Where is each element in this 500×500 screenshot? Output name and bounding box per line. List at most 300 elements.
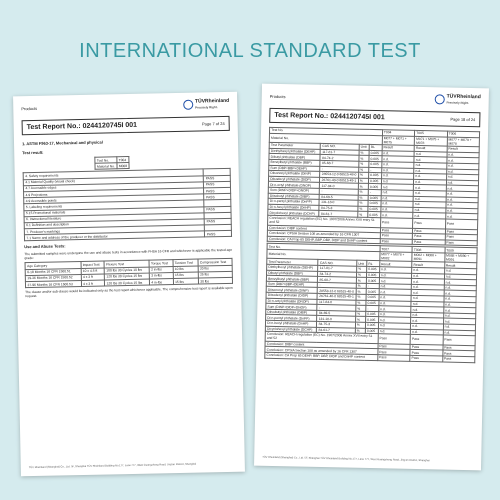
- table-cell: 19-36 Months 16 CFR 1500.52: [25, 274, 81, 281]
- table-cell: n.d.: [443, 313, 476, 319]
- table-cell: n.d.: [381, 195, 414, 201]
- table-cell: 84-74-2: [318, 271, 356, 277]
- table-cell: n.d.: [380, 212, 413, 218]
- table-cell: Pass: [413, 218, 446, 228]
- table-cell: 0.005: [365, 317, 378, 323]
- table-cell: M077 + M079 + M078: [447, 137, 480, 147]
- table-cell: Di-n-hexyl phthalate (DnHP): [268, 204, 320, 211]
- table-cell: Pass: [380, 233, 413, 239]
- table-cell: Dicyclohexyl phthalate (DCHP): [265, 326, 317, 333]
- table-cell: %: [355, 317, 365, 323]
- table-cell: Di-n-hexyl phthalate (DnHP): [265, 320, 317, 327]
- table-cell: n.d.: [410, 323, 443, 329]
- right-report-page: [254, 84, 489, 471]
- material-table: [94, 156, 129, 170]
- table-cell: %: [355, 311, 365, 317]
- table-cell: n.d.: [381, 184, 414, 190]
- table-cell: n.d.: [413, 201, 446, 207]
- table-cell: PASS: [205, 218, 232, 225]
- table-cell: n.d.: [381, 190, 414, 196]
- table-cell: 84-69-5: [320, 194, 358, 200]
- table-cell: 0.005: [369, 161, 382, 167]
- table-cell: Di-n-octyl phthalate (DNOP): [268, 182, 320, 189]
- page-number: Page 18 of 24: [450, 116, 476, 123]
- table-cell: n.d.: [443, 330, 476, 336]
- table-cell: M008: [117, 163, 129, 169]
- table-cell: n.d.: [446, 185, 479, 191]
- table-cell: %: [359, 161, 369, 167]
- table-cell: Conclusion: DIBP content: [267, 225, 380, 233]
- table-cell: 0.005: [368, 184, 381, 190]
- table-cell: %: [358, 167, 368, 173]
- column-header: Age Category: [25, 262, 81, 269]
- table-cell: n.d.: [411, 290, 444, 296]
- table-cell: 0.005: [369, 156, 382, 162]
- table-cell: %: [356, 305, 366, 311]
- table-cell: 117-81-7: [318, 265, 356, 271]
- table-cell: Result: [414, 146, 447, 152]
- tuv-logo: [183, 98, 229, 111]
- report-header: [13, 92, 237, 117]
- table-cell: n.d.: [414, 157, 447, 163]
- table-cell: Pass: [380, 227, 413, 233]
- table-cell: PASS: [204, 206, 231, 213]
- table-cell: Pass: [445, 229, 478, 235]
- table-cell: n.d.: [414, 174, 447, 180]
- table-cell: PASS: [204, 193, 231, 200]
- table-cell: n.d.: [414, 168, 447, 174]
- table-cell: n.d.: [382, 156, 415, 162]
- table-cell: n.d.: [413, 213, 446, 219]
- table-cell: n.d.: [411, 279, 444, 285]
- table-cell: Test No.: [95, 157, 117, 164]
- left-report-page: [13, 92, 245, 477]
- table-cell: Sum (DBP+BBP+DEHP): [266, 281, 318, 288]
- table-cell: -: [369, 167, 382, 173]
- table-cell: CAS NO.: [321, 144, 359, 150]
- table-cell: Pass: [377, 355, 410, 361]
- use-abuse-heading: Use and Abuse Tests:: [24, 243, 66, 250]
- table-cell: Di-n-pentyl phthalate (DnPP): [268, 198, 320, 205]
- table-cell: Pass: [378, 349, 411, 355]
- table-cell: Diisodecyl phthalate (DIDP): [266, 292, 318, 299]
- table-cell: n.d.: [378, 328, 411, 334]
- table-cell: n.d.: [411, 307, 444, 313]
- table-cell: -: [320, 166, 358, 172]
- table-cell: %: [356, 272, 366, 278]
- table-cell: n.d.: [445, 202, 478, 208]
- table-cell: Conclusion: CA Prop 65 DEHP, BBP, DBP, DIDP and DnHP content: [265, 352, 378, 360]
- table-cell: 0.005: [369, 150, 382, 156]
- table-cell: Sum (DBP+BBP+DEHP): [269, 165, 321, 172]
- table-cell: Sum (DINP+DIDP+DNOP): [266, 304, 318, 311]
- table-cell: 4 x 3 ft: [81, 274, 105, 281]
- table-cell: n.d.: [443, 307, 476, 313]
- use-abuse-note: The submitted samples were undergone the use and abuse tests in accordance with FHSA 16 CFR and whichever is applicable the tested age grade:: [24, 248, 233, 261]
- table-cell: Dicyclohexyl phthalate (DCHP): [268, 210, 320, 217]
- table-cell: 0.005: [366, 289, 379, 295]
- table-cell: 10 x 4.5 ft: [81, 268, 105, 275]
- report-header: [262, 84, 489, 109]
- table-cell: 120 lbs 30 Cycles 15 lbs: [104, 279, 149, 286]
- table-cell: 0.005: [365, 328, 378, 334]
- table-cell: %: [358, 189, 368, 195]
- report-footer: TÜV Rheinland (Shanghai) Co., Ltd. 5F, Shanghai TÜV Rheinland Building No.177, Lane 777, West Guangzhong Road, Jing'an District, Shanghai: [262, 456, 430, 463]
- table-cell: Unit: [356, 261, 366, 267]
- table-cell: Di-n-octyl phthalate (DNOP): [266, 298, 318, 305]
- table-cell: 0.005: [368, 201, 381, 207]
- table-cell: Dibutyl phthalate (DBP): [269, 154, 321, 161]
- table-cell: n.d.: [443, 302, 476, 308]
- table-cell: n.d.: [446, 191, 479, 197]
- table-cell: 7. Producer's markings: [24, 225, 204, 235]
- table-cell: Unit: [359, 144, 369, 150]
- table-cell: PASS: [204, 187, 231, 194]
- table-cell: 131-18-0: [319, 200, 357, 206]
- table-cell: 0.005: [368, 212, 381, 218]
- table-cell: Result: [412, 262, 445, 268]
- table-cell: %: [358, 200, 368, 206]
- table-cell: Diethylhexyl phthalate (DEHP): [267, 264, 319, 271]
- table-cell: n.d.: [381, 178, 414, 184]
- table-cell: 117-81-7: [320, 149, 358, 155]
- table-cell: M082 + M086 + M091: [412, 252, 445, 262]
- table-cell: n.d.: [410, 329, 443, 335]
- table-cell: n.d.: [381, 162, 414, 168]
- table-cell: 4 x 3 ft: [81, 280, 105, 287]
- table-cell: n.d.: [414, 162, 447, 168]
- table-cell: Result: [382, 145, 415, 151]
- table-cell: %: [356, 294, 366, 300]
- table-cell: Conclusion: REACH regulation (EC) No. 1907/2006 Annex XVII entry 51 and 52: [268, 215, 381, 227]
- table-cell: Pass: [412, 233, 445, 239]
- table-cell: Pass: [442, 350, 475, 356]
- table-cell: 10 lbs: [173, 266, 198, 273]
- requirements-table: [23, 168, 232, 241]
- abuse-table: [25, 258, 233, 288]
- table-cell: n.d.: [413, 207, 446, 213]
- table-cell: 6.1 Definition and description: [24, 219, 204, 229]
- table-cell: PASS: [204, 175, 231, 182]
- table-cell: Diethylhexyl phthalate (DEHP): [269, 148, 321, 155]
- table-cell: n.d.: [382, 150, 415, 156]
- table-cell: Pass: [445, 234, 478, 240]
- column-header: Flexure Test: [104, 261, 149, 268]
- table-cell: Material No.: [267, 249, 380, 261]
- table-cell: T006: [447, 131, 480, 137]
- table-cell: -: [368, 189, 381, 195]
- table-cell: 7.1 Name and address of the producer or the distributor: [24, 231, 204, 241]
- table-cell: Diisobutyl phthalate (DIBP): [268, 193, 320, 200]
- page-number: Page 7 of 24: [201, 120, 225, 127]
- table-cell: n.d.: [445, 213, 478, 219]
- table-cell: 84-75-3: [319, 205, 357, 211]
- table-cell: n.d.: [379, 284, 412, 290]
- brand-tagline: Precisely Right.: [195, 105, 218, 110]
- table-cell: %: [356, 300, 366, 306]
- table-cell: Pass: [380, 238, 413, 244]
- table-cell: Test No.: [269, 127, 382, 135]
- table-cell: Pass: [442, 345, 475, 351]
- table-cell: Pass: [443, 335, 476, 345]
- table-cell: 4.7 Accessible edges: [23, 182, 203, 192]
- table-cell: 28553-12-0 68515-48-0: [319, 288, 355, 294]
- table-cell: 84-74-2: [320, 155, 358, 161]
- table-cell: n.d.: [381, 201, 414, 207]
- table-cell: 4.1 Material Quality (visual check): [23, 175, 203, 185]
- table-cell: %: [358, 172, 368, 178]
- table-cell: 26761-40-0 68515-49-1: [319, 294, 354, 299]
- column-header: Impact Test: [81, 261, 105, 268]
- table-cell: 0.005: [368, 178, 381, 184]
- phthalate-table-1: [267, 127, 480, 247]
- table-cell: 37-96 Months 16 CFR 1500.53: [25, 281, 81, 288]
- table-cell: 0.005: [366, 272, 379, 278]
- table-cell: 0-18 Months 16 CFR 1500.51: [25, 268, 81, 275]
- table-cell: n.d.: [411, 318, 444, 324]
- table-cell: 4.9 Projections: [24, 188, 204, 198]
- closing-note: The clause and/or sub-clause would be indicated only as the test report whichever applicable. The comprehensive test report is available upon request.: [25, 286, 233, 299]
- page-title: INTERNATIONAL STANDARD TEST: [79, 40, 421, 62]
- table-cell: Pass: [445, 240, 478, 246]
- table-cell: n.d.: [444, 285, 477, 291]
- table-cell: n.d.: [446, 157, 479, 163]
- table-cell: 100 lbs 30 Cycles 10 lbs: [104, 267, 149, 274]
- table-cell: Benzylbutyl phthalate (BBP): [269, 159, 321, 166]
- table-cell: n.d.: [414, 151, 447, 157]
- table-cell: 0.005: [368, 206, 381, 212]
- table-cell: n.d.: [444, 268, 477, 274]
- table-cell: 131-18-0: [317, 316, 355, 322]
- products-label: Products: [21, 105, 38, 111]
- table-cell: %: [356, 289, 366, 295]
- table-cell: 84-75-3: [317, 321, 355, 327]
- table-cell: 0.005: [366, 294, 379, 300]
- table-cell: %: [357, 212, 367, 218]
- table-cell: M077 + M071 + M075: [382, 135, 415, 145]
- table-cell: RL: [367, 261, 380, 267]
- table-cell: T009: [445, 247, 478, 253]
- table-cell: 3 in-lbs: [149, 272, 173, 279]
- table-cell: CAS NO.: [318, 260, 356, 266]
- table-cell: n.d.: [378, 317, 411, 323]
- table-cell: n.d.: [379, 300, 412, 306]
- table-cell: 15 lbs: [173, 278, 198, 285]
- table-cell: 4.9 Accessible points: [24, 194, 204, 204]
- table-cell: 117-84-0: [320, 183, 358, 189]
- brand-tagline: Precisely Right.: [446, 100, 470, 106]
- table-cell: 85-68-7: [318, 277, 356, 283]
- report-number: Test Report No.: 0244120745I 001: [26, 121, 138, 132]
- table-cell: n.d.: [412, 273, 445, 279]
- table-cell: T004: [382, 130, 415, 136]
- table-cell: Result: [444, 262, 477, 268]
- table-cell: 25 lbs: [198, 271, 232, 278]
- table-cell: n.d.: [446, 197, 479, 203]
- table-cell: 120 lbs 30 Cycles 15 lbs: [104, 273, 149, 280]
- table-cell: 28553-12-0 68515-48-0: [321, 172, 357, 178]
- table-cell: Conclusion: REACH regulation (EC) No. 1907/2006 Annex XVII entry 51 and 52: [265, 331, 378, 343]
- tuv-logo: [434, 93, 480, 106]
- table-cell: Pass: [445, 219, 478, 229]
- table-cell: 4 in-lbs: [149, 279, 173, 286]
- table-cell: Conclusion: CPSIA Section 108 as amended by 16 CFR 1307: [267, 230, 380, 238]
- table-cell: n.d.: [379, 289, 412, 295]
- phthalate-table-2: [264, 243, 477, 363]
- table-cell: Pass: [378, 343, 411, 349]
- table-cell: 84-61-7: [319, 211, 357, 217]
- table-cell: Di-n-pentyl phthalate (DnPP): [266, 315, 318, 322]
- table-cell: Pass: [378, 334, 411, 344]
- report-number: Test Report No.: 0244120745I 001: [274, 111, 385, 122]
- table-cell: -: [318, 282, 356, 288]
- table-cell: n.d.: [414, 179, 447, 185]
- table-cell: 0.005: [368, 195, 381, 201]
- brand-name: TÜVRheinland: [194, 97, 230, 105]
- table-row: [95, 163, 129, 170]
- table-cell: n.d.: [446, 174, 479, 180]
- table-cell: %: [355, 328, 365, 334]
- table-cell: PASS: [204, 181, 231, 188]
- table-cell: Test Parameter: [269, 143, 321, 150]
- table-cell: Result: [447, 146, 480, 152]
- table-cell: Pass: [442, 356, 475, 362]
- table-cell: 0.005: [366, 300, 379, 306]
- table-cell: 4. Safety requirements: [23, 169, 203, 179]
- table-cell: 5.15 Promotional materials: [24, 206, 204, 216]
- tuv-logo-icon: [434, 94, 444, 104]
- table-cell: Material No.: [269, 133, 382, 145]
- table-cell: n.d.: [379, 278, 412, 284]
- table-cell: %: [356, 277, 366, 283]
- table-cell: Pass: [410, 350, 443, 356]
- table-cell: Material No.: [95, 163, 117, 170]
- table-cell: 0.005: [366, 311, 379, 317]
- table-cell: n.d.: [379, 267, 412, 273]
- table-cell: n.d.: [443, 318, 476, 324]
- table-cell: n.d.: [413, 190, 446, 196]
- table-cell: n.d.: [411, 284, 444, 290]
- table-cell: RL: [369, 145, 382, 151]
- table-cell: PASS: [205, 231, 232, 238]
- table-cell: %: [358, 184, 368, 190]
- table-cell: n.d.: [411, 301, 444, 307]
- table-cell: 0.005: [366, 266, 379, 272]
- table-cell: 84-61-7: [317, 327, 355, 333]
- column-header: Torque Test: [149, 260, 173, 267]
- table-cell: 0.005: [365, 322, 378, 328]
- table-cell: -: [366, 283, 379, 289]
- table-cell: 85-68-7: [320, 160, 358, 166]
- table-cell: %: [359, 150, 369, 156]
- table-cell: %: [358, 195, 368, 201]
- table-cell: T005: [415, 130, 448, 136]
- table-cell: Dibutyl phthalate (DBP): [267, 270, 319, 277]
- table-cell: n.d.: [413, 185, 446, 191]
- table-cell: Diisononyl phthalate (DINP): [266, 287, 318, 294]
- report-number-box: [269, 108, 480, 127]
- table-cell: Pass: [410, 344, 443, 350]
- table-cell: Pass: [380, 218, 413, 228]
- table-cell: 0.005: [368, 173, 381, 179]
- table-cell: -: [366, 306, 379, 312]
- table-cell: Test No.: [267, 244, 380, 252]
- table-cell: Diisobutyl phthalate (DIBP): [266, 309, 318, 316]
- table-cell: 6. Instructional literature: [24, 213, 204, 223]
- table-cell: 26761-40-0 68515-49-1: [321, 177, 357, 183]
- table-cell: M071 + M075 + M078: [414, 136, 447, 146]
- table-cell: M077 + M078 + M082: [379, 252, 412, 262]
- table-cell: Benzylbutyl phthalate (BBP): [266, 276, 318, 283]
- table-cell: -: [317, 305, 355, 311]
- table-cell: Pass: [410, 335, 443, 345]
- table-cell: Sum (DINP+DIDP+DNOP): [268, 187, 320, 194]
- table-cell: 0.005: [366, 278, 379, 284]
- table-cell: 5. Labeling requirements: [24, 200, 204, 210]
- table-cell: n.d.: [446, 169, 479, 175]
- table-cell: 84-69-5: [317, 310, 355, 316]
- table-cell: n.d.: [381, 167, 414, 173]
- table-cell: n.d.: [444, 290, 477, 296]
- table-cell: 117-84-0: [317, 299, 355, 305]
- table-cell: Diisodecyl phthalate (DIDP): [268, 176, 320, 183]
- section-heading: 1. ASTM F963-17, Mechanical and physical: [21, 139, 103, 147]
- table-cell: n.d.: [446, 180, 479, 186]
- report-footer: TÜV Rheinland (Shanghai) Co., Ltd. 5F, Shanghai TÜV Rheinland Building No.177, Lane 777, West Guangzhong Road, Jing'an District, Shanghai: [28, 463, 197, 470]
- column-header: Compression Test: [198, 259, 232, 266]
- table-cell: -: [320, 188, 358, 194]
- table-cell: n.d.: [413, 196, 446, 202]
- table-cell: Conclusion: CA Prop 65 DEHP, BBP, DBP, DIDP and DnHP content: [267, 236, 380, 244]
- table-cell: n.d.: [381, 173, 414, 179]
- products-label: Products: [269, 93, 286, 99]
- table-cell: 30 lbs: [198, 277, 232, 284]
- table-cell: %: [358, 206, 368, 212]
- report-number-box: [22, 116, 230, 135]
- table-cell: 2 in-lbs: [149, 266, 173, 273]
- table-cell: Result: [379, 261, 412, 267]
- table-cell: %: [356, 283, 366, 289]
- table-cell: n.d.: [379, 272, 412, 278]
- table-cell: Pass: [410, 355, 443, 361]
- table-cell: T007: [380, 246, 413, 252]
- test-result-heading: Test result:: [22, 149, 44, 156]
- table-cell: %: [359, 156, 369, 162]
- column-header: Tension Test: [173, 259, 198, 266]
- table-cell: Test Parameter: [267, 259, 319, 266]
- table-cell: n.d.: [445, 208, 478, 214]
- table-cell: Pass: [412, 228, 445, 234]
- table-cell: 15 lbs: [173, 272, 198, 279]
- table-cell: n.d.: [443, 324, 476, 330]
- table-cell: Conclusion: DIBP content: [265, 341, 378, 349]
- table-cell: n.d.: [446, 163, 479, 169]
- table-cell: %: [355, 322, 365, 328]
- table-cell: n.d.: [412, 267, 445, 273]
- table-cell: Conclusion: CPSIA Section 108 as amended by 16 CFR 1307: [265, 347, 378, 355]
- table-cell: n.d.: [378, 323, 411, 329]
- table-cell: %: [358, 178, 368, 184]
- table-cell: n.d.: [444, 279, 477, 285]
- table-cell: Diisononyl phthalate (DINP): [269, 170, 321, 177]
- table-cell: M088 + M090 + M091: [444, 253, 477, 263]
- table-cell: 20 lbs: [198, 265, 232, 272]
- table-cell: n.d.: [379, 295, 412, 301]
- table-cell: n.d.: [411, 295, 444, 301]
- table-cell: n.d.: [411, 312, 444, 318]
- table-cell: n.d.: [378, 306, 411, 312]
- brand-name: TÜVRheinland: [446, 93, 481, 101]
